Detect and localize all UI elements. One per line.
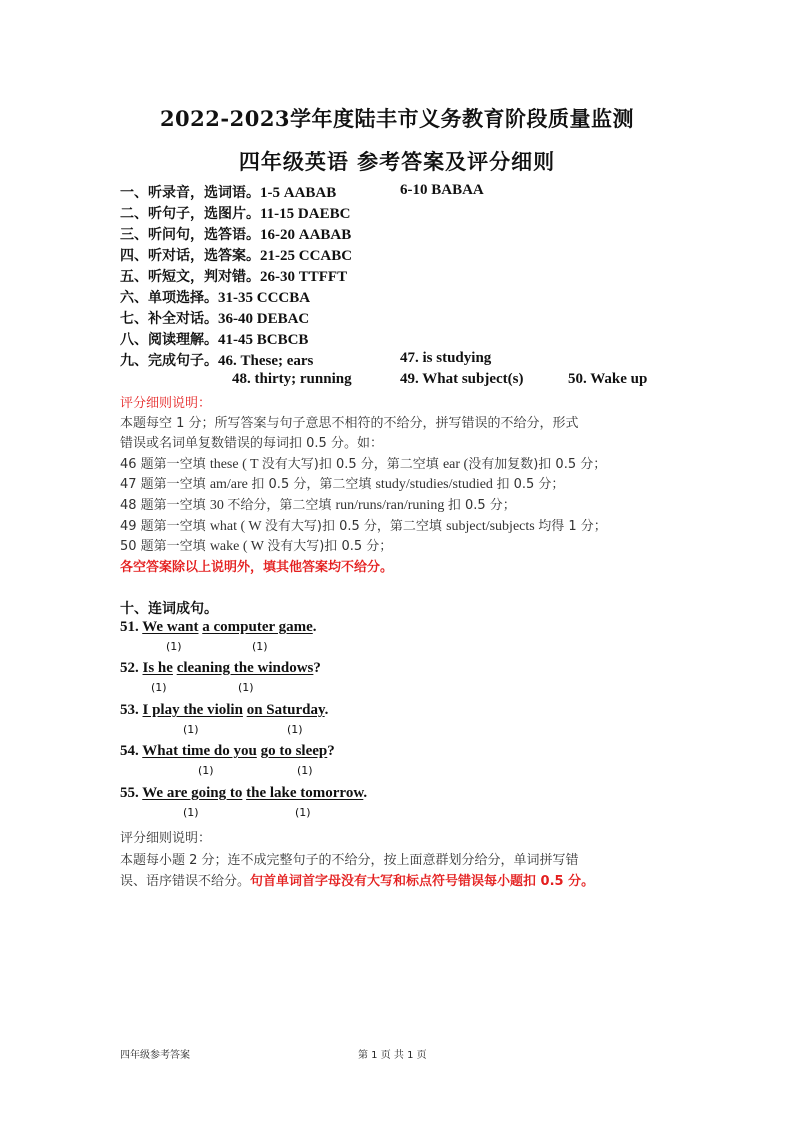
sentence-54: 54. What time do you go to sleep? <box>120 743 335 759</box>
answer-line-9-b: 47. is studying <box>400 350 492 366</box>
rules2-paragraph-2: 误、语序错误不给分。句首单词首字母没有大写和标点符号错误每小题扣 0.5 分。 <box>120 874 595 889</box>
document-subtitle: 四年级英语 参考答案及评分细则 <box>238 149 556 174</box>
answer-line-7: 七、补全对话。36-40 DEBAC <box>120 311 310 327</box>
rules-paragraph-2: 错误或名词单复数错误的每词扣 0.5 分。如： <box>120 436 383 451</box>
answer-line-1: 一、听录音，选词语。1-5 AABAB <box>120 185 337 201</box>
answer-line-4: 四、听对话，选答案。21-25 CCABC <box>120 248 353 264</box>
answer-line-8: 八、阅读理解。41-45 BCBCB <box>120 332 309 348</box>
score-mark: (1) <box>252 640 268 653</box>
rules-heading-1: 评分细则说明： <box>120 396 212 411</box>
rule-49: 49 题第一空填 what ( W 没有大写)扣 0.5 分，第二空填 subject/subjects 均得 1 分； <box>120 519 607 534</box>
rules-paragraph-1: 本题每空 1 分；所写答案与句子意思不相符的不给分，拼写错误的不给分，形式 <box>120 416 579 431</box>
rule-48: 48 题第一空填 30 不给分，第二空填 run/runs/ran/runing 扣 0.5 分； <box>120 498 516 513</box>
score-mark: (1) <box>151 681 167 694</box>
score-mark: (1) <box>198 764 214 777</box>
section-10-heading: 十、连词成句。 <box>120 601 218 617</box>
score-mark: (1) <box>295 806 311 819</box>
score-mark: (1) <box>287 723 303 736</box>
sentence-55: 55. We are going to the lake tomorrow. <box>120 785 368 801</box>
footer-left: 四年级参考答案 <box>120 1050 190 1061</box>
sentence-51: 51. We want a computer game. <box>120 619 317 635</box>
red-note: 各空答案除以上说明外，填其他答案均不给分。 <box>120 560 394 575</box>
answer-line-3: 三、听问句，选答语。16-20 AABAB <box>120 227 352 243</box>
rule-50: 50 题第一空填 wake ( W 没有大写)扣 0.5 分； <box>120 539 393 554</box>
rules-heading-2: 评分细则说明： <box>120 831 212 846</box>
score-mark: (1) <box>183 806 199 819</box>
score-mark: (1) <box>183 723 199 736</box>
sentence-52: 52. Is he cleaning the windows? <box>120 660 321 676</box>
answer-50: 50. Wake up <box>568 371 648 387</box>
rules2-paragraph-1: 本题每小题 2 分；连不成完整句子的不给分，按上面意群划分给分，单词拼写错 <box>120 853 579 868</box>
answer-49: 49. What subject(s) <box>400 371 524 387</box>
rule-47: 47 题第一空填 am/are 扣 0.5 分，第二空填 study/studies/studied 扣 0.5 分； <box>120 477 565 492</box>
sentence-53: 53. I play the violin on Saturday. <box>120 702 329 718</box>
score-mark: (1) <box>297 764 313 777</box>
answer-48: 48. thirty; running <box>232 371 352 387</box>
answer-line-1-b: 6-10 BABAA <box>400 182 484 198</box>
answer-line-9: 九、完成句子。46. These; ears <box>120 353 314 369</box>
score-mark: (1) <box>238 681 254 694</box>
score-mark: (1) <box>166 640 182 653</box>
document-title: 2022-2023学年度陆丰市义务教育阶段质量监测 <box>159 106 635 131</box>
rule-46: 46 题第一空填 these ( T 没有大写)扣 0.5 分，第二空填 ear (没有加复数)扣 0.5 分； <box>120 457 607 472</box>
answer-line-6: 六、单项选择。31-35 CCCBA <box>120 290 311 306</box>
answer-line-5: 五、听短文，判对错。26-30 TTFFT <box>120 269 348 285</box>
answer-line-2: 二、听句子，选图片。11-15 DAEBC <box>120 206 351 222</box>
footer-page-number: 第 1 页 共 1 页 <box>358 1050 427 1061</box>
